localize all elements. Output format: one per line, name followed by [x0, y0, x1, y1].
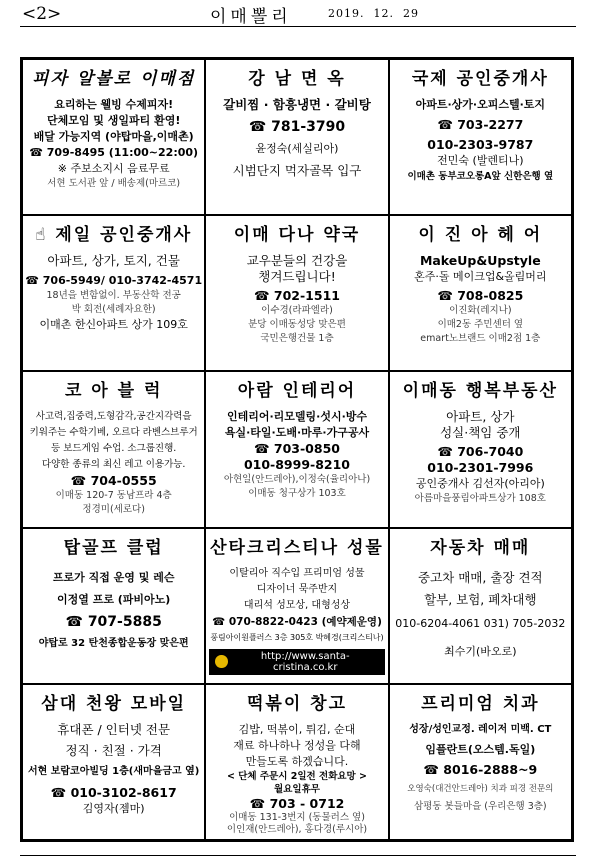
ad-line: 아파트·상가·오피스텔·토지	[415, 98, 546, 111]
ad-lee-jina-hair	[389, 215, 572, 371]
ad-line: 공인중개사 김선자(아리아)	[415, 477, 545, 491]
ad-phone: 8016-2888~9	[443, 761, 538, 777]
ad-phone: 010-6204-4061 031) 705-2032	[395, 616, 566, 630]
ad-line: 욕실·타일·도배·마루·가구공사	[224, 426, 370, 440]
phone-icon	[437, 444, 457, 459]
ad-line: 중고차 매매, 출장 견적	[418, 569, 543, 585]
ad-samdae-mobile	[22, 684, 205, 840]
ad-line: 이매2동 주민센터 옆	[437, 319, 524, 331]
ad-title: 피자 알볼로 이매점	[32, 69, 196, 89]
ad-gangnam-myeonok	[205, 59, 388, 215]
page-header	[0, 0, 594, 34]
ad-title: 탑골프 클럽	[63, 537, 164, 558]
ad-phone: 010-3102-8617	[70, 784, 177, 800]
ad-phone: 702-1511	[273, 288, 340, 304]
phone-icon	[29, 146, 47, 159]
ad-line: 이인재(안드레아), 홍다경(루시아)	[226, 823, 368, 835]
ad-line: 국민은행건물 1층	[260, 333, 334, 345]
phone-icon	[66, 614, 88, 630]
phone-icon	[250, 796, 270, 811]
ad-line: 사고력,집중력,도형감각,공간지각력을	[35, 411, 192, 423]
phone-icon	[254, 288, 274, 303]
ad-phone: 706-7040	[457, 444, 524, 460]
ad-line: emart노브랜드 이매2점 1층	[420, 333, 541, 345]
ad-title: 프리미엄 치과	[421, 693, 540, 714]
ad-line: 윤정숙(세실리아)	[255, 142, 339, 155]
ad-title: 국제 공인중개사	[411, 69, 549, 89]
ad-line: 이매동 청구상가 103호	[248, 488, 346, 500]
ad-phone: 708-0825	[457, 288, 524, 304]
ad-phone: 703-2277	[457, 117, 524, 132]
ad-line: 김영자(젬마)	[82, 801, 145, 815]
page-number: <2>	[22, 4, 62, 24]
phone-icon	[212, 616, 229, 628]
ad-line: 이진화(레지나)	[449, 305, 512, 317]
ad-title: 자동차 매매	[430, 537, 531, 558]
ad-line: < 단체 주문시 2일전 전화요망 >	[226, 770, 367, 782]
ad-line: 박 회전(세례자요한)	[71, 304, 156, 316]
ad-line: 이매촌 한신아파트 상가 109호	[39, 318, 188, 332]
ad-gukje-realty	[389, 59, 572, 215]
ad-top-golf	[22, 528, 205, 684]
ad-line: 야탑로 32 탄천종합운동장 맞은편	[38, 637, 189, 649]
ad-line: 풍림아이원플러스 3층 305호 박혜경(크리스티나)	[210, 632, 384, 642]
ad-line: 분당 이매동성당 맞은편	[248, 319, 346, 331]
hand-icon: ☝	[35, 225, 48, 246]
ad-line: ※ 주보소지시 음료무료	[57, 162, 170, 175]
ad-title: 이매 다나 약국	[233, 225, 361, 246]
ad-line: 이탈리아 직수입 프리미엄 성물	[229, 567, 365, 579]
ad-line: 18년을 변함없이. 부동산학 전공	[46, 290, 181, 302]
ad-line: 이매촌 동부코오롱A앞 신한은행 옆	[407, 171, 554, 182]
phone-icon	[249, 119, 271, 135]
ad-line: 등 보드게임 수업. 소그룹진행.	[51, 443, 177, 455]
ad-line: 교우분들의 건강을	[246, 253, 348, 269]
ad-dana-pharmacy	[205, 215, 388, 371]
ad-line: 배달 가능지역 (야탑마을,이매촌)	[33, 130, 194, 143]
ad-jeil-realty	[22, 215, 205, 371]
ad-line: 정직 · 친절 · 가격	[65, 742, 162, 758]
ad-title: 떡볶이 창고	[246, 693, 347, 714]
ad-title: 아람 인테리어	[237, 381, 357, 402]
ad-line: MakeUp&Upstyle	[419, 253, 541, 269]
ad-line: 성실·책임 중개	[440, 425, 521, 441]
ad-phone: 703 - 0712	[269, 795, 345, 811]
phone-icon	[254, 441, 274, 456]
ad-phone: 706-5949/ 010-3742-4571	[42, 274, 203, 288]
website-url: http://www.santa-cristina.co.kr	[260, 650, 350, 673]
ad-line: 전민숙 (발렌티나)	[437, 154, 524, 167]
ad-line: 프로가 직접 운영 및 레슨	[52, 570, 175, 584]
ad-line: 이정열 프로 (파비아노)	[56, 592, 171, 606]
ad-line: 디자이너 묵주반지	[256, 583, 338, 595]
ad-line: 요리하는 웰빙 수제피자!	[54, 98, 174, 111]
ad-phone: 010-2303-9787	[427, 137, 534, 152]
ad-phone: 781-3790	[271, 119, 346, 135]
ad-aram-interior	[205, 371, 388, 527]
ad-haengbok-realty	[389, 371, 572, 527]
ad-line: 삼평동 봇들마을 (우리은행 3층)	[414, 800, 547, 812]
ad-title: 삼대 천왕 모바일	[41, 693, 187, 714]
bulletin-title: 이매뽈리	[210, 7, 292, 27]
ad-line: 단체모임 및 생일파티 환영!	[46, 114, 181, 127]
phone-icon	[437, 117, 457, 132]
ad-line: 시범단지 먹자골목 입구	[232, 163, 362, 178]
ad-phone: 010-8999-8210	[243, 457, 351, 473]
ad-line: 다양한 종류의 최신 레고 이용가능.	[41, 459, 186, 471]
ad-santa-cristina	[205, 528, 388, 684]
phone-icon	[437, 288, 457, 303]
ad-line: 성장/성인교정. 레이저 미백. CT	[409, 723, 552, 735]
ad-line: 서현 보람코아빌딩 1층(새마을금고 옆)	[27, 765, 200, 777]
ad-title: 이 진 아 헤 어	[418, 225, 543, 246]
ad-phone: 010-2301-7996	[427, 460, 534, 476]
header-rule	[20, 26, 576, 27]
issue-date: 2019. 12. 29	[328, 7, 419, 20]
ad-phone: 704-0555	[90, 473, 157, 489]
ad-phone: 070-8822-0423 (예약제운영)	[228, 615, 382, 628]
ad-line: 휴대폰 / 인터넷 전문	[57, 721, 171, 737]
logo-icon	[215, 655, 227, 668]
phone-icon	[71, 473, 91, 488]
ad-line: 만들도록 하겠습니다.	[245, 754, 349, 768]
ad-line: 할부, 보험, 폐차대행	[424, 591, 537, 607]
ad-pizza-alvolo	[22, 59, 205, 215]
ad-premium-dental	[389, 684, 572, 840]
ad-title: 제일 공인중개사	[55, 225, 193, 246]
ad-line: 이매동 120-7 동남프라 4층	[55, 490, 172, 502]
ad-line: 정경미(세로다)	[82, 504, 145, 516]
ad-line: 오영숙(대건안드레아) 치과 피경 전문의	[407, 783, 554, 794]
ad-line: 재료 하나하나 정성을 다해	[233, 738, 361, 752]
ad-tteokbokki-changgo	[205, 684, 388, 840]
ad-line: 임플란트(오스템.독일)	[425, 742, 536, 756]
ad-line: 최수기(바오로)	[444, 644, 517, 658]
website-link[interactable]	[209, 649, 384, 675]
ad-title: 강 남 면 옥	[248, 69, 346, 89]
footer-rule	[20, 855, 576, 856]
ad-line: 대리석 성모상, 대형성상	[243, 599, 351, 611]
ad-line: 인테리어·리모델링·섯시·방수	[226, 410, 368, 424]
phone-icon	[51, 785, 71, 800]
ad-grid	[20, 57, 574, 842]
ad-line: 아현일(안드레아),이정숙(율리아나)	[223, 474, 371, 486]
ad-line: 혼주·돌 메이크업&올림머리	[414, 270, 547, 284]
ad-phone: 703-0850	[273, 441, 340, 457]
ad-line: 아파트, 상가, 토지, 건물	[47, 253, 180, 269]
ad-phone: 707-5885	[87, 613, 162, 630]
ad-car-trade	[389, 528, 572, 684]
ad-line: 서현 도서관 앞 / 배송제(마르코)	[47, 178, 181, 189]
ad-line: 이수경(라파엘라)	[261, 305, 333, 317]
phone-icon	[423, 762, 443, 777]
ad-coa-block	[22, 371, 205, 527]
ad-title: 산타크리스티나 성물	[210, 537, 384, 558]
ad-line: 월요일휴무	[274, 783, 320, 795]
ad-title: 이매동 행복부동산	[402, 381, 558, 402]
ad-phone: 709-8495 (11:00~22:00)	[46, 146, 199, 159]
ad-line: 아름마을풍림아파트상가 108호	[414, 493, 546, 505]
ad-line: 이매동 131-3번지 (동물러스 옆)	[229, 811, 365, 823]
phone-icon	[25, 274, 43, 287]
ad-line: 키워주는 수학기베, 오르다 라벤스브루거	[29, 427, 198, 439]
ad-line: 김밥, 떡볶이, 튀김, 순대	[238, 722, 356, 736]
ad-line: 챙겨드립니다!	[258, 269, 336, 285]
ad-line: 아파트, 상가	[446, 409, 515, 425]
ad-line: 갈비찜 · 함흥냉면 · 갈비탕	[223, 97, 371, 112]
ad-title: 코 아 블 럭	[64, 381, 163, 402]
